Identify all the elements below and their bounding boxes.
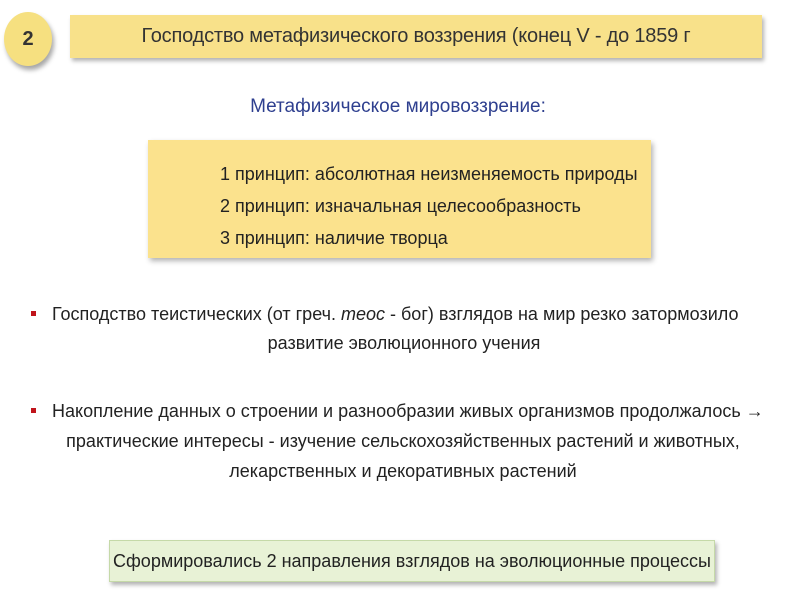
bullet-1-line-1 (52, 300, 739, 328)
bullet-2-line-3: лекарственных и декоративных растений (229, 461, 577, 481)
conclusion-text: Сформировались 2 направления взглядов на эволюционные процессы (113, 550, 711, 571)
principle-1: 1 принцип: абсолютная неизменяемость природы (220, 164, 638, 184)
slide-title-bar (70, 15, 762, 58)
subheading (0, 96, 800, 118)
principle-3: 3 принцип: наличие творца (220, 228, 448, 248)
bullet-1-text-before: Господство теистических (от греч. (52, 304, 341, 324)
bullet-marker (31, 311, 36, 316)
bullet-1-italic-term: теос (340, 304, 385, 324)
bullet-marker (31, 408, 36, 413)
subheading-text: Метафизическое мировоззрение: (250, 96, 546, 117)
bullet-2-line-2: практические интересы - изучение сельскохозяйственных растений и животных, (66, 431, 740, 451)
conclusion-box (109, 540, 715, 582)
slide-number-badge: 2 (4, 12, 52, 66)
principle-2: 2 принцип: изначальная целесообразность (220, 196, 581, 216)
slide-title: Господство метафизического воззрения (конец V - до 1859 г (141, 25, 691, 47)
bullet-1-text-after: - бог) взглядов на мир резко затормозило (385, 304, 739, 324)
bullet-1-line-2: развитие эволюционного учения (267, 333, 541, 353)
principles-box (148, 140, 651, 258)
bullet-2-line-1: Накопление данных о строении и разнообразии живых организмов продолжалось → (52, 401, 764, 421)
